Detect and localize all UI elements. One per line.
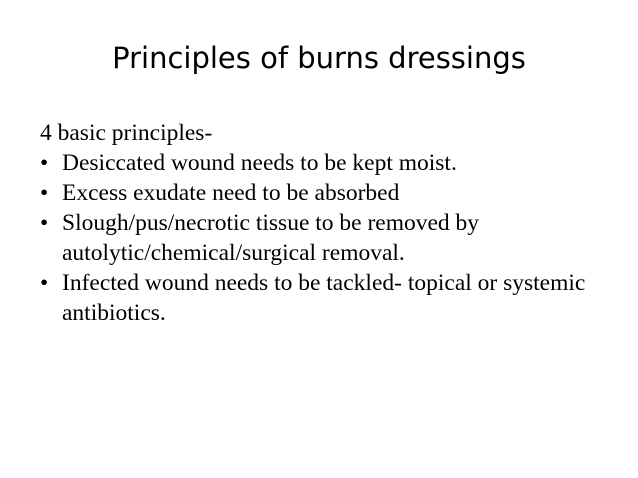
bullet-item [40, 178, 610, 208]
bullet-list [40, 148, 610, 328]
bullet-item [40, 268, 610, 328]
bullet-item [40, 148, 610, 178]
slide-title: Principles of burns dressings [112, 41, 526, 75]
bullet-text: Infected wound needs to be tackled- topical or systemic antibiotics. [62, 270, 586, 326]
bullet-item [40, 208, 610, 268]
bullet-text: Slough/pus/necrotic tissue to be removed by autolytic/chemical/surgical removal. [62, 210, 480, 266]
bullet-icon: • [40, 180, 49, 206]
bullet-icon: • [40, 270, 49, 296]
bullet-text: Excess exudate need to be absorbed [62, 180, 400, 206]
bullet-text: Desiccated wound needs to be kept moist. [62, 150, 457, 176]
bullet-icon: • [40, 210, 49, 236]
bullet-icon: • [40, 150, 49, 176]
slide-body [40, 118, 610, 328]
intro-text: 4 basic principles- [40, 120, 213, 146]
